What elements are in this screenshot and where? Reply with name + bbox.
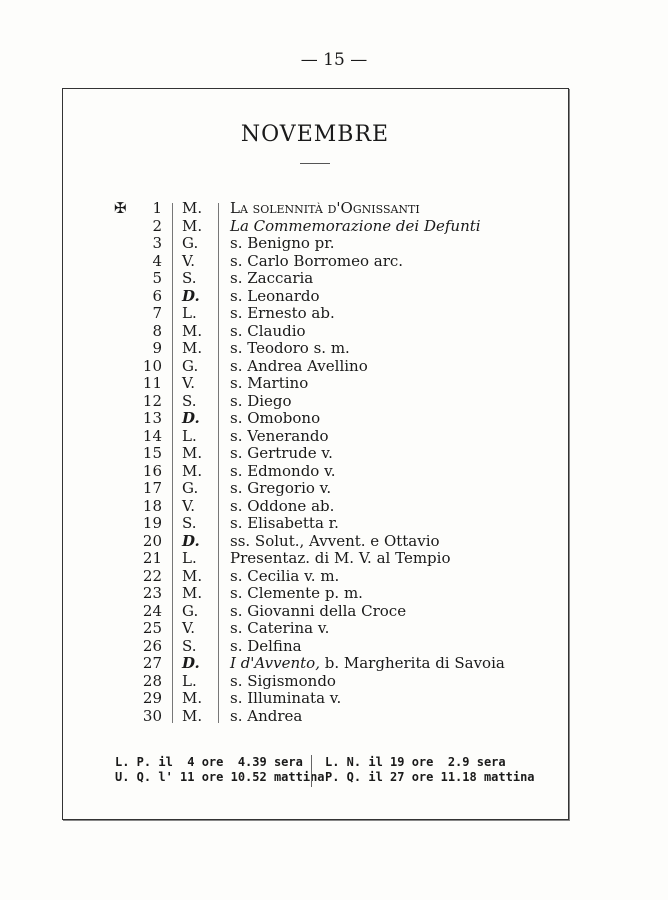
weekday: L.: [182, 304, 197, 322]
day-row: [100, 218, 560, 236]
weekday: G.: [182, 356, 199, 375]
weekday: M.: [182, 216, 203, 235]
day-number: 17: [142, 479, 162, 497]
day-number: 3: [152, 234, 162, 252]
saint-name: s. Teodoro s. m.: [230, 339, 350, 357]
page-number: — 15 —: [300, 50, 368, 70]
weekday: M.: [182, 321, 203, 340]
saint-name: s. Sigismondo: [230, 671, 336, 690]
day-row: [100, 428, 560, 446]
day-row: [100, 515, 560, 533]
saint-name: s. Diego: [230, 391, 292, 410]
day-number: 6: [152, 286, 162, 305]
weekday: S.: [182, 636, 197, 655]
day-row: [100, 550, 560, 568]
day-row: [100, 655, 560, 673]
day-number: 13: [142, 409, 162, 427]
day-number: 16: [142, 461, 162, 480]
saint-name: La Commemorazione dei Defunti: [230, 216, 481, 235]
title-rule: [300, 163, 330, 164]
saint-name: s. Edmondo v.: [230, 461, 336, 480]
day-row: [100, 603, 560, 621]
day-number: 10: [142, 356, 162, 375]
day-row: [100, 708, 560, 726]
saint-name: Presentaz. di M. V. al Tempio: [230, 549, 451, 567]
day-number: 15: [142, 444, 162, 462]
weekday: D.: [182, 286, 200, 305]
weekday: L.: [182, 671, 197, 690]
saint-name: s. Elisabetta r.: [230, 514, 339, 532]
saint-name: s. Martino: [230, 374, 309, 392]
day-row: [100, 270, 560, 288]
saint-name-rest: b. Margherita di Savoia: [319, 654, 505, 672]
day-number: 8: [152, 321, 162, 340]
day-number: 11: [142, 374, 162, 392]
day-number: 12: [142, 391, 162, 410]
saint-name: s. Gregorio v.: [230, 479, 332, 497]
day-row: [100, 620, 560, 638]
day-number: 2: [152, 216, 162, 235]
day-number: 28: [142, 671, 162, 690]
day-number: 25: [142, 619, 162, 637]
weekday: M.: [182, 461, 203, 480]
day-row: [100, 235, 560, 253]
weekday: D.: [182, 654, 200, 672]
weekday: M.: [182, 339, 203, 357]
day-row: [100, 253, 560, 271]
day-number: 7: [152, 304, 162, 322]
saint-name: s. Carlo Borromeo arc.: [230, 251, 404, 270]
day-row: [100, 340, 560, 358]
weekday: S.: [182, 514, 197, 532]
saint-name: s. Caterina v.: [230, 619, 330, 637]
day-row: [100, 305, 560, 323]
saint-name: s. Venerando: [230, 426, 329, 445]
weekday: L.: [182, 426, 197, 445]
saint-name: s. Claudio: [230, 321, 306, 340]
saint-name: s. Oddone ab.: [230, 496, 335, 515]
day-row: [100, 393, 560, 411]
day-row: [100, 533, 560, 551]
saint-name: s. Leonardo: [230, 286, 320, 305]
saint-name: s. Gertrude v.: [230, 444, 333, 462]
day-number: 21: [142, 549, 162, 567]
day-number: 5: [152, 269, 162, 287]
month-title: NOVEMBRE: [240, 122, 390, 147]
saint-name: s. Clemente p. m.: [230, 584, 363, 602]
saint-name: s. Omobono: [230, 409, 321, 427]
day-number: 30: [142, 706, 162, 725]
day-number: 23: [142, 584, 162, 602]
feast-name: I d'Avvento,: [230, 654, 320, 672]
weekday: M.: [182, 566, 203, 585]
moon-phase: U. Q. l' 11 ore 10.52 mattina: [115, 770, 325, 784]
day-number: 9: [152, 339, 162, 357]
saint-name: s. Cecilia v. m.: [230, 566, 340, 585]
day-number: 1: [152, 199, 162, 217]
day-row: [100, 358, 560, 376]
day-row: [100, 690, 560, 708]
weekday: L.: [182, 549, 197, 567]
day-row: [100, 585, 560, 603]
day-number: 26: [142, 636, 162, 655]
day-row: [100, 445, 560, 463]
moon-phase: P. Q. il 27 ore 11.18 mattina: [325, 770, 535, 784]
day-number: 29: [142, 689, 162, 707]
day-number: 14: [142, 426, 162, 445]
saint-name: s. Ernesto ab.: [230, 304, 335, 322]
day-row: [100, 498, 560, 516]
saint-name: s. Giovanni della Croce: [230, 601, 407, 620]
weekday: M.: [182, 706, 203, 725]
weekday: G.: [182, 479, 199, 497]
weekday: M.: [182, 584, 203, 602]
saint-name: La solennità d'Ognissanti: [230, 199, 420, 217]
day-row: [100, 288, 560, 306]
weekday: D.: [182, 409, 200, 427]
day-number: 20: [142, 531, 162, 550]
saint-name: [230, 655, 505, 673]
cross-icon: ✠: [114, 199, 127, 217]
day-row: [100, 638, 560, 656]
saint-name: ss. Solut., Avvent. e Ottavio: [230, 531, 440, 550]
day-number: 22: [142, 566, 162, 585]
moon-phase: L. P. il 4 ore 4.39 sera: [115, 755, 303, 769]
saint-name: s. Zaccaria: [230, 269, 314, 287]
weekday: V.: [182, 496, 195, 515]
saint-name: s. Benigno pr.: [230, 234, 335, 252]
day-number: 27: [142, 654, 162, 672]
moon-divider: [311, 755, 312, 787]
weekday: M.: [182, 689, 203, 707]
saint-name: s. Illuminata v.: [230, 689, 342, 707]
day-row: [100, 410, 560, 428]
day-row: [100, 463, 560, 481]
weekday: S.: [182, 391, 197, 410]
weekday: M.: [182, 444, 203, 462]
weekday: G.: [182, 234, 199, 252]
weekday: M.: [182, 199, 203, 217]
day-row: [100, 323, 560, 341]
day-row: [100, 375, 560, 393]
weekday: V.: [182, 619, 195, 637]
day-row: [100, 480, 560, 498]
day-number: 19: [142, 514, 162, 532]
weekday: V.: [182, 374, 195, 392]
saint-name: s. Andrea Avellino: [230, 356, 368, 375]
saint-name: s. Andrea: [230, 706, 303, 725]
weekday: G.: [182, 601, 199, 620]
day-row: [100, 568, 560, 586]
weekday: V.: [182, 251, 195, 270]
day-number: 24: [142, 601, 162, 620]
day-number: 18: [142, 496, 162, 515]
day-number: 4: [152, 251, 162, 270]
weekday: S.: [182, 269, 197, 287]
day-row: [100, 673, 560, 691]
moon-phase: L. N. il 19 ore 2.9 sera: [325, 755, 506, 769]
saint-name: s. Delfina: [230, 636, 302, 655]
weekday: D.: [182, 531, 200, 550]
day-row: [100, 200, 560, 218]
